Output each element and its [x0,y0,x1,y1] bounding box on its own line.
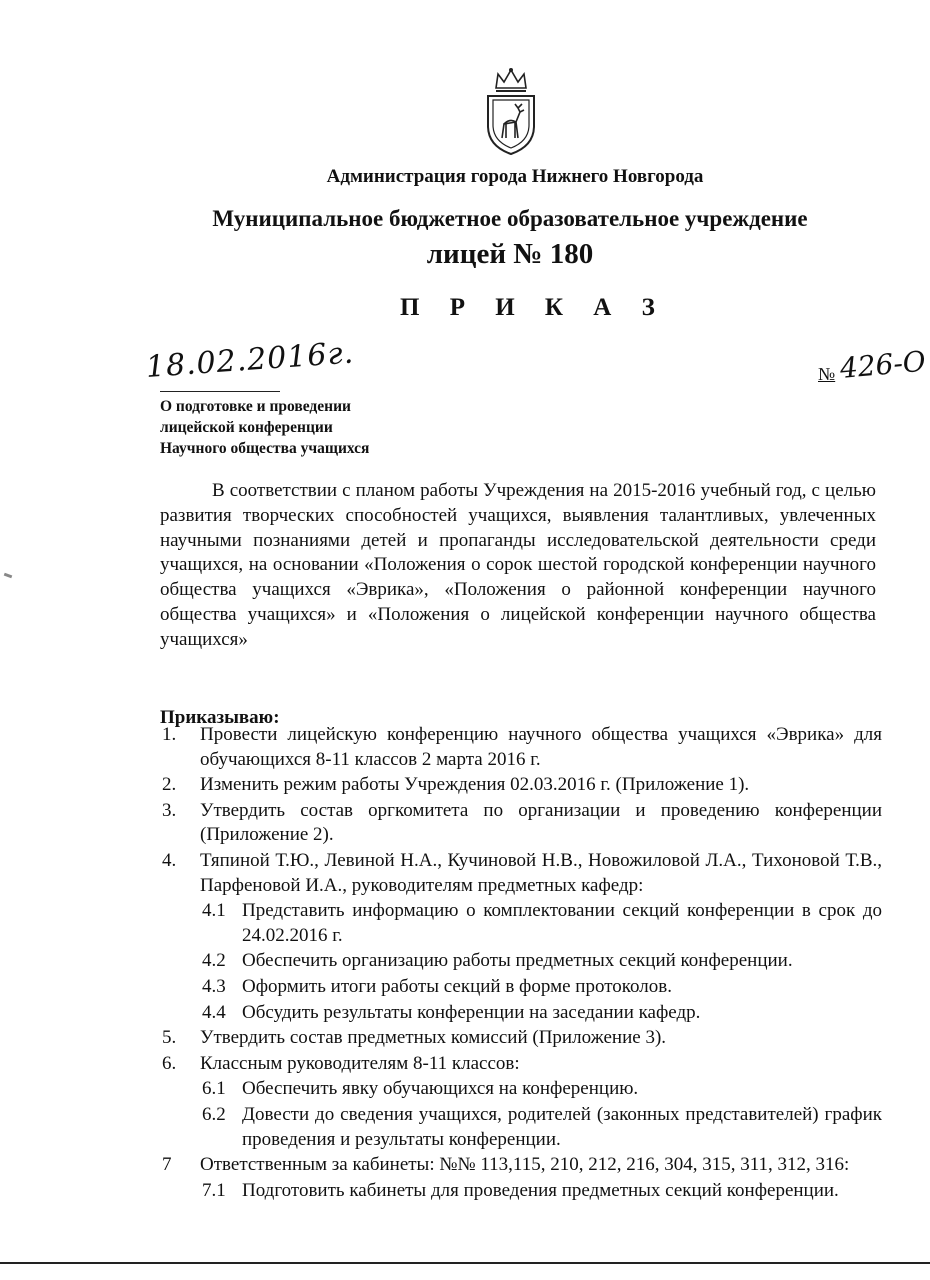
subitem-text: Обеспечить организацию работы предметных секций конференции. [242,950,793,972]
preamble-paragraph: В соответствии с планом работы Учреждения на 2015-2016 учебный год, с целью развития творческих способностей учащихся, выявления талантливых, увлеченных научными познаниями детей и пропаганды исследовательской деятельности среди учащихся, на основании «Положения о сорок шестой городской конференции научного общества учащихся «Эврика», «Положения о районной конференции научного общества учащихся» и «Положения о лицейской конференции научного общества учащихся» [160,480,876,650]
item-number: 5. [162,1027,177,1049]
item-text: Ответственным за кабинеты: №№ 113,115, 210, 212, 216, 304, 315, 311, 312, 316: [200,1154,850,1176]
order-subitem [160,949,882,974]
subitem-text: Подготовить кабинеты для проведения предметных секций конференции. [242,1179,839,1201]
subitem-number: 7.1 [202,1179,226,1201]
order-item [160,849,882,898]
subject-line: Научного общества учащихся [160,440,370,457]
subitem-text: Обсудить результаты конференции на заседании кафедр. [242,1001,701,1023]
item-number: 3. [162,799,177,821]
order-number-value: 426-О [838,344,927,385]
subitem-text: Обеспечить явку обучающихся на конференцию. [242,1078,639,1100]
subitem-number: 4.4 [202,1001,226,1023]
order-items [160,722,882,1203]
item-text: Утвердить состав оргкомитета по организации и проведению конференции (Приложение 2). [200,799,882,846]
subitem-number: 4.3 [202,975,226,997]
order-heading: Приказываю: [160,707,280,728]
order-item [160,1026,882,1051]
number-sign: № [818,364,836,384]
order-subitem [160,1077,882,1102]
subitem-number: 6.2 [202,1103,226,1125]
order-item [160,1052,882,1077]
order-item [160,799,882,848]
item-text: Утвердить состав предметных комиссий (Приложение 3). [200,1027,667,1049]
administration-title: Администрация города Нижнего Новгорода [326,166,704,187]
subitem-number: 6.1 [202,1078,226,1100]
item-text: Классным руководителям 8-11 классов: [200,1052,520,1074]
page-bottom-rule [0,1262,930,1264]
subitem-number: 4.2 [202,950,226,972]
item-number: 7 [162,1154,172,1176]
organization-title: Муниципальное бюджетное образовательное учреждение [212,206,808,231]
date-underline [160,391,280,392]
item-text: Изменить режим работы Учреждения 02.03.2016 г. (Приложение 1). [200,774,750,796]
order-date: 18.02.2016г. [144,335,356,385]
scan-mark [4,573,13,579]
order-item [160,1153,882,1178]
order-item [160,773,882,798]
subitem-text: Оформить итоги работы секций в форме протоколов. [242,975,672,997]
item-number: 4. [162,849,177,871]
item-number: 2. [162,774,177,796]
order-item [160,723,882,772]
item-number: 6. [162,1052,177,1074]
subject-line: О подготовке и проведении [160,398,351,415]
order-number [818,344,930,392]
subitem-text: Довести до сведения учащихся, родителей (законных представителей) график проведения и результаты конференции. [242,1103,882,1150]
order-subitem [160,1103,882,1152]
order-subitem [160,1179,882,1204]
subject-line: лицейской конференции [160,419,333,436]
item-text: Тяпиной Т.Ю., Левиной Н.А., Кучиновой Н.В., Новожиловой Л.А., Тихоновой Т.В., Парфеновой И.А., руководителям предметных кафедр: [200,849,882,896]
item-number: 1. [162,724,177,745]
order-subject [160,396,460,459]
order-subitem [160,899,882,948]
subitem-number: 4.1 [202,900,226,922]
coat-of-arms-icon [482,66,540,156]
subitem-text: Представить информацию о комплектовании секций конференции в срок до 24.02.2016 г. [242,900,882,946]
document-type-title: П Р И К А З [400,294,667,321]
order-subitem [160,975,882,1000]
order-subitem [160,1001,882,1026]
lyceum-title: лицей № 180 [426,238,594,270]
item-text: Провести лицейскую конференцию научного общества учащихся «Эврика» для обучающихся 8-11 классов 2 марта 2016 г. [200,724,882,770]
